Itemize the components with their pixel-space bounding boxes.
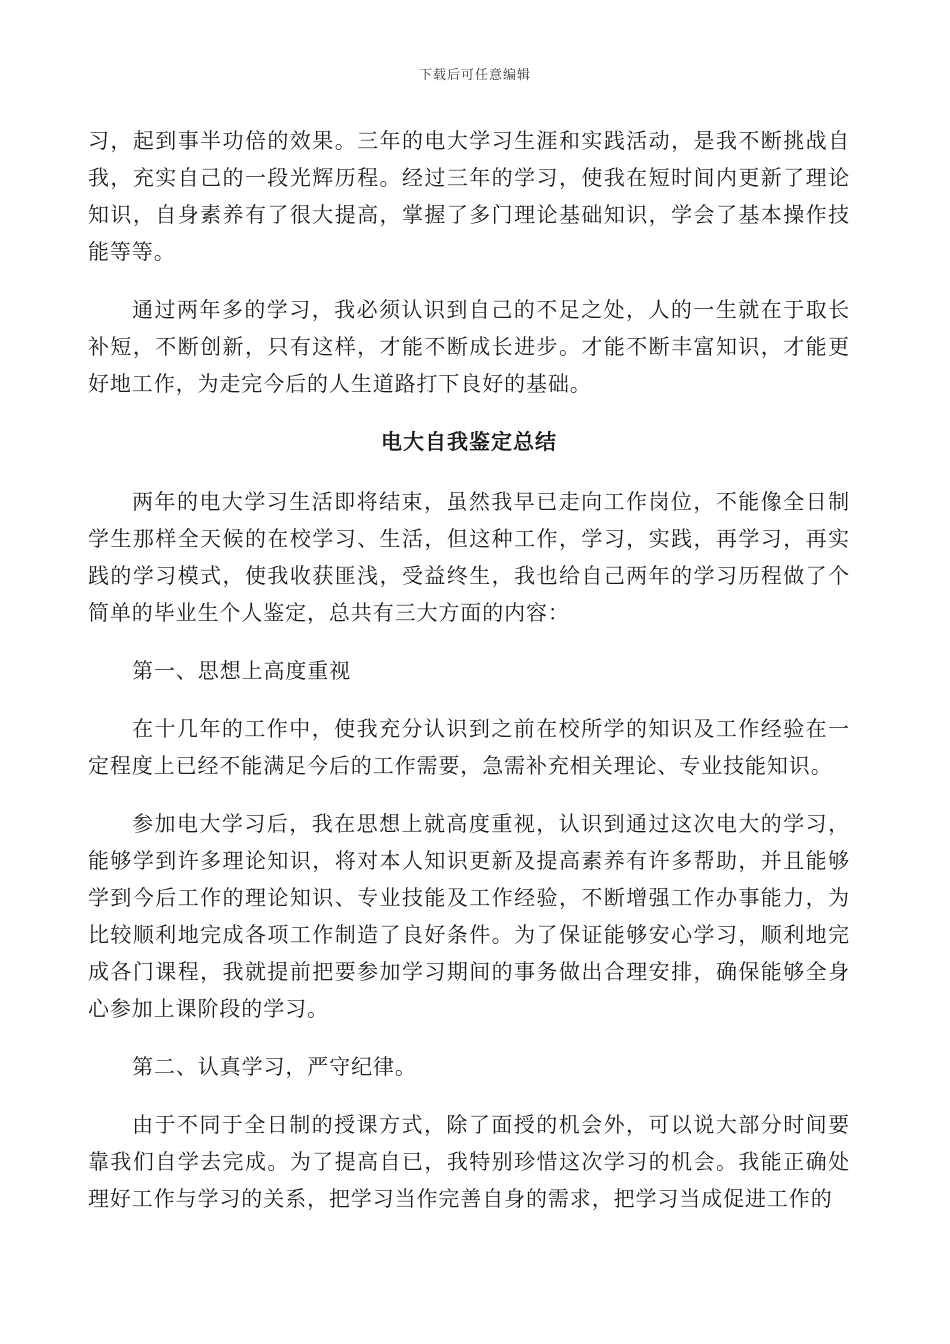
- section-title: 电大自我鉴定总结: [381, 430, 557, 454]
- paragraph: 由于不同于全日制的授课方式，除了面授的机会外，可以说大部分时间要靠我们自学去完成。为了提高自已，我特别珍惜这次学习的机会。我能正确处理好工作与学习的关系，把学习当作完善自身的需求，把学习当成促进工作的: [88, 1113, 850, 1211]
- paragraph: 两年的电大学习生活即将结束，虽然我早已走向工作岗位，不能像全日制学生那样全天候的在校学习、生活，但这种工作，学习，实践，再学习，再实践的学习模式，使我收获匪浅，受益终生，我也给自己两年的学习历程做了个简单的毕业生个人鉴定，总共有三大方面的内容：: [88, 490, 850, 625]
- paragraph: 通过两年多的学习，我必须认识到自己的不足之处，人的一生就在于取长补短，不断创新，只有这样，才能不断成长进步。才能不断丰富知识，才能更好地工作，为走完今后的人生道路打下良好的基础。: [88, 298, 850, 396]
- paragraph: 习，起到事半功倍的效果。三年的电大学习生涯和实践活动，是我不断挑战自我，充实自己的一段光辉历程。经过三年的学习，使我在短时间内更新了理论知识，自身素养有了很大提高，掌握了多门理论基础知识，学会了基本操作技能等等。: [88, 129, 850, 264]
- page-header: 下载后可任意编辑: [418, 68, 531, 83]
- paragraph: 在十几年的工作中，使我充分认识到之前在校所学的知识及工作经验在一定程度上已经不能满足今后的工作需要，急需补充相关理论、专业技能知识。: [88, 717, 850, 778]
- paragraph: 参加电大学习后，我在思想上就高度重视，认识到通过这次电大的学习，能够学到许多理论知识，将对本人知识更新及提高素养有许多帮助，并且能够学到今后工作的理论知识、专业技能及工作经验，不断增强工作办事能力，为比较顺利地完成各项工作制造了良好条件。为了保证能够安心学习，顺利地完成各门课程，我就提前把要参加学习期间的事务做出合理安排，确保能够全身心参加上课阶段的学习。: [88, 812, 850, 1021]
- subheading-2: 第二、认真学习，严守纪律。: [132, 1055, 417, 1079]
- document-body: [88, 123, 850, 1239]
- subheading-1: 第一、思想上高度重视: [132, 659, 352, 683]
